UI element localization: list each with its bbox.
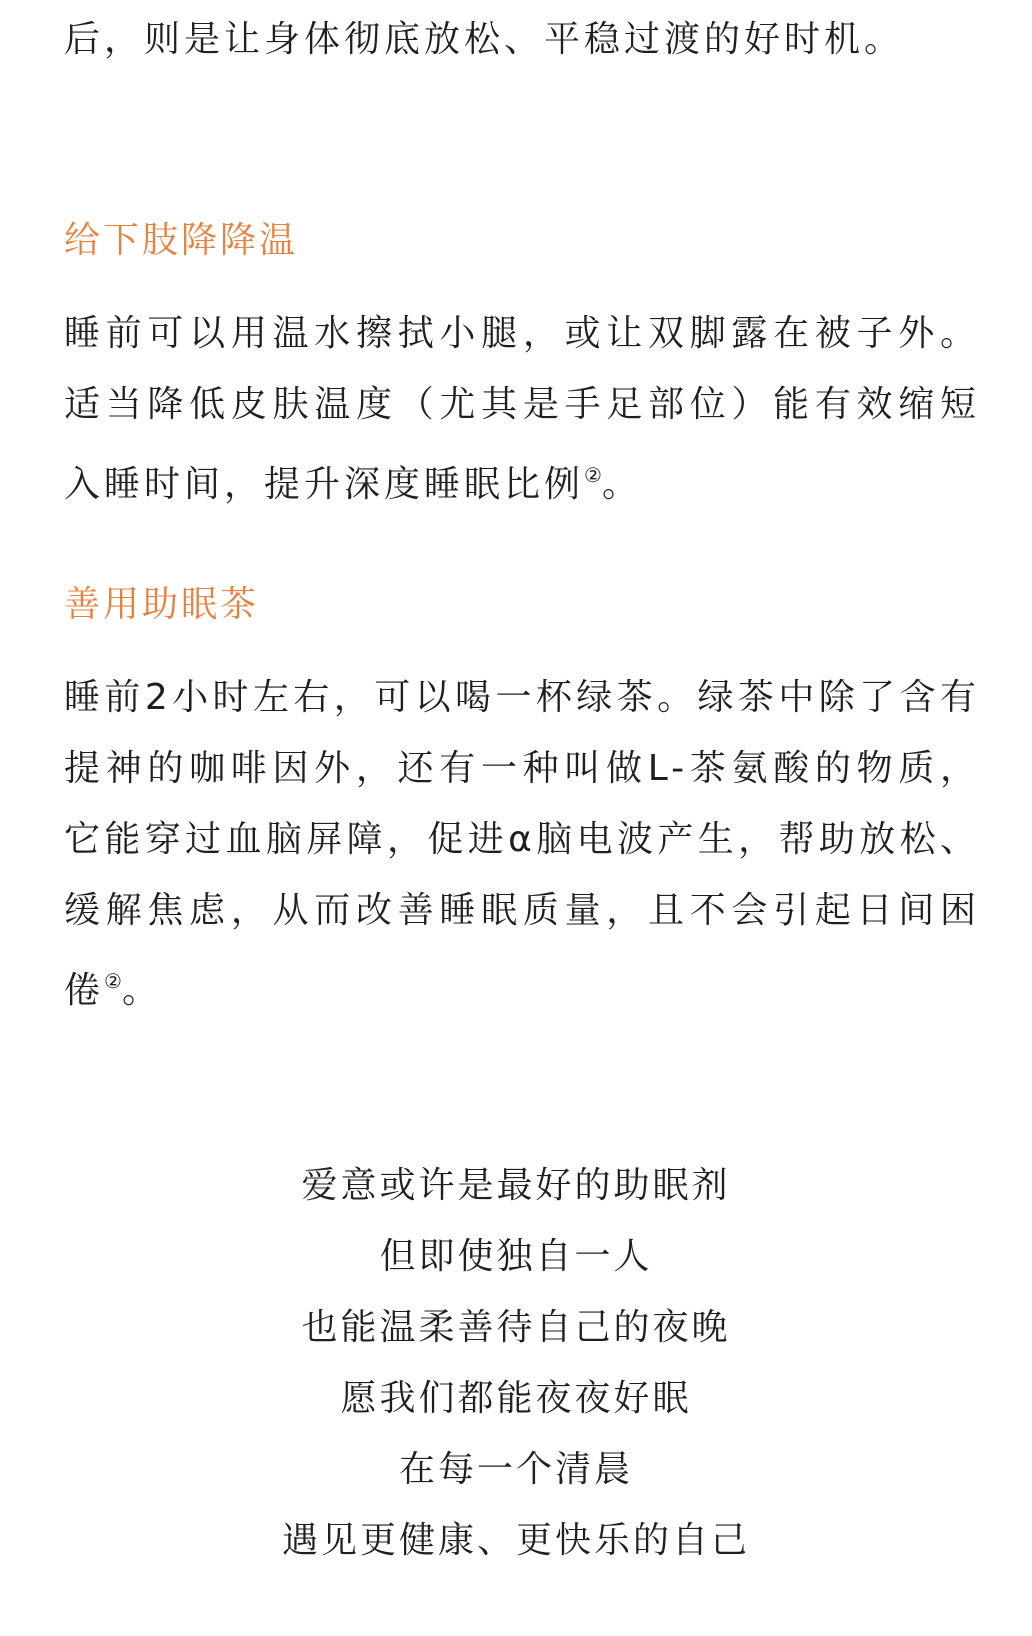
section-heading-cool-legs: 给下肢降降温: [64, 220, 299, 261]
poem-line: 愿我们都能夜夜好眠: [340, 1378, 692, 1419]
section-body-cool-legs: [64, 298, 980, 520]
section-body-end: 。: [601, 464, 642, 505]
section-heading-sleep-tea: 善用助眠茶: [64, 584, 260, 625]
section-body-end: 。: [121, 970, 162, 1011]
poem-line: 在每一个清晨: [398, 1449, 633, 1490]
section-body-sleep-tea: [64, 662, 980, 1026]
section-body-text: 睡前2小时左右，可以喝一杯绿茶。绿茶中除了含有提神的咖啡因外，还有一种叫做L-茶氨酸的物质，它能穿过血脑屏障，促进α脑电波产生，帮助放松、缓解焦虑，从而改善睡眠质量，且不会引起日间困倦: [64, 677, 980, 1011]
section-body-text: 睡前可以用温水擦拭小腿，或让双脚露在被子外。适当降低皮肤温度（尤其是手足部位）能有效缩短入睡时间，提升深度睡眠比例: [64, 313, 980, 505]
poem-line: 爱意或许是最好的助眠剂: [301, 1165, 731, 1206]
poem-line: 也能温柔善待自己的夜晚: [301, 1307, 731, 1348]
poem-line: 但即使独自一人: [379, 1236, 653, 1277]
poem-line: 遇见更健康、更快乐的自己: [281, 1520, 750, 1561]
intro-paragraph: 后，则是让身体彻底放松、平稳过渡的好时机。: [64, 19, 905, 60]
footnote-marker: ②: [104, 969, 122, 993]
closing-poem: [0, 1150, 1032, 1576]
footnote-marker: ②: [584, 463, 602, 487]
